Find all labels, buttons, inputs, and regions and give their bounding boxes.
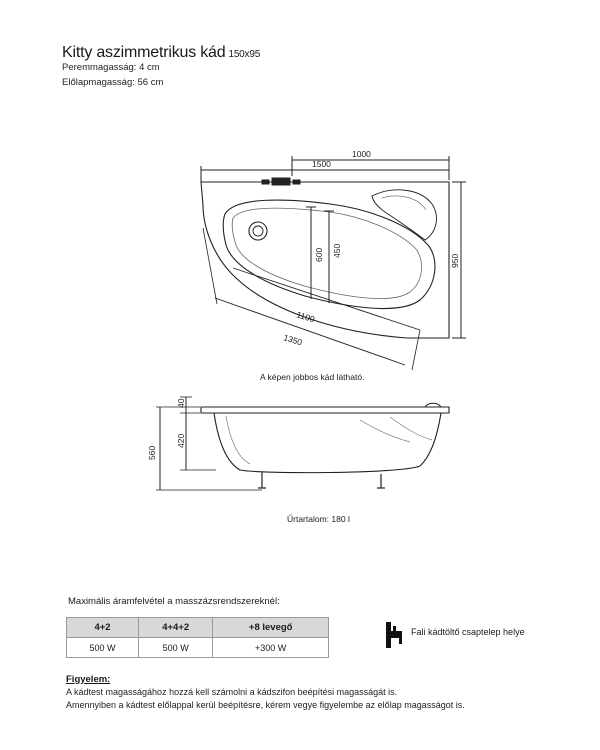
front-height-text: Előlapmagasság: 56 cm: [62, 77, 164, 88]
dim-1500: 1500: [312, 159, 331, 169]
note-line-2: Amennyiben a kádtest előlappal kerül beépítésre, kérem vegye figyelembe az előlap magasságot is.: [66, 700, 465, 710]
dim-40: 40: [176, 398, 186, 408]
table-row: [67, 638, 329, 658]
tub-outline-top: [201, 182, 449, 338]
table-cell: +300 W: [213, 638, 329, 658]
tub-rim-side: [201, 407, 449, 413]
faucet-legend-label: Fali kádtöltő csaptelep helye: [411, 627, 525, 637]
dim-450: 450: [332, 243, 342, 258]
dim-420: 420: [176, 433, 186, 448]
note-line-1: A kádtest magasságához hozzá kell számolni a kádszifon beépítési magasságát is.: [66, 687, 398, 697]
rim-height-text: Peremmagasság: 4 cm: [62, 62, 160, 73]
product-title: Kitty aszimmetrikus kád: [62, 44, 226, 61]
product-model: 150x95: [228, 49, 261, 60]
power-heading: Maximális áramfelvétel a masszázsrendszereknél:: [68, 596, 280, 607]
faucet-icon: [384, 620, 408, 650]
table-cell: 500 W: [67, 638, 139, 658]
table-header-row: [67, 618, 329, 638]
top-view-caption: A képen jobbos kád látható.: [260, 372, 365, 382]
power-table: [66, 617, 329, 658]
dim-1100: 1100: [295, 309, 316, 325]
dim-560: 560: [147, 445, 157, 460]
side-view-caption: Űrtartalom: 180 l: [287, 514, 350, 524]
tub-body-side: [214, 413, 441, 473]
faucet-position-icon: [272, 178, 290, 185]
column-header: 4+2: [67, 618, 139, 638]
dim-600: 600: [314, 247, 324, 262]
dim-950: 950: [450, 253, 460, 268]
dim-1350: 1350: [282, 332, 304, 348]
tub-headrest: [372, 190, 436, 240]
side-view: [156, 397, 449, 490]
top-view: [201, 156, 466, 370]
table-cell: 500 W: [139, 638, 213, 658]
dim-1000: 1000: [352, 149, 371, 159]
column-header: 4+4+2: [139, 618, 213, 638]
drain-icon: [249, 222, 267, 240]
column-header: +8 levegő: [213, 618, 329, 638]
note-title: Figyelem:: [66, 674, 111, 685]
